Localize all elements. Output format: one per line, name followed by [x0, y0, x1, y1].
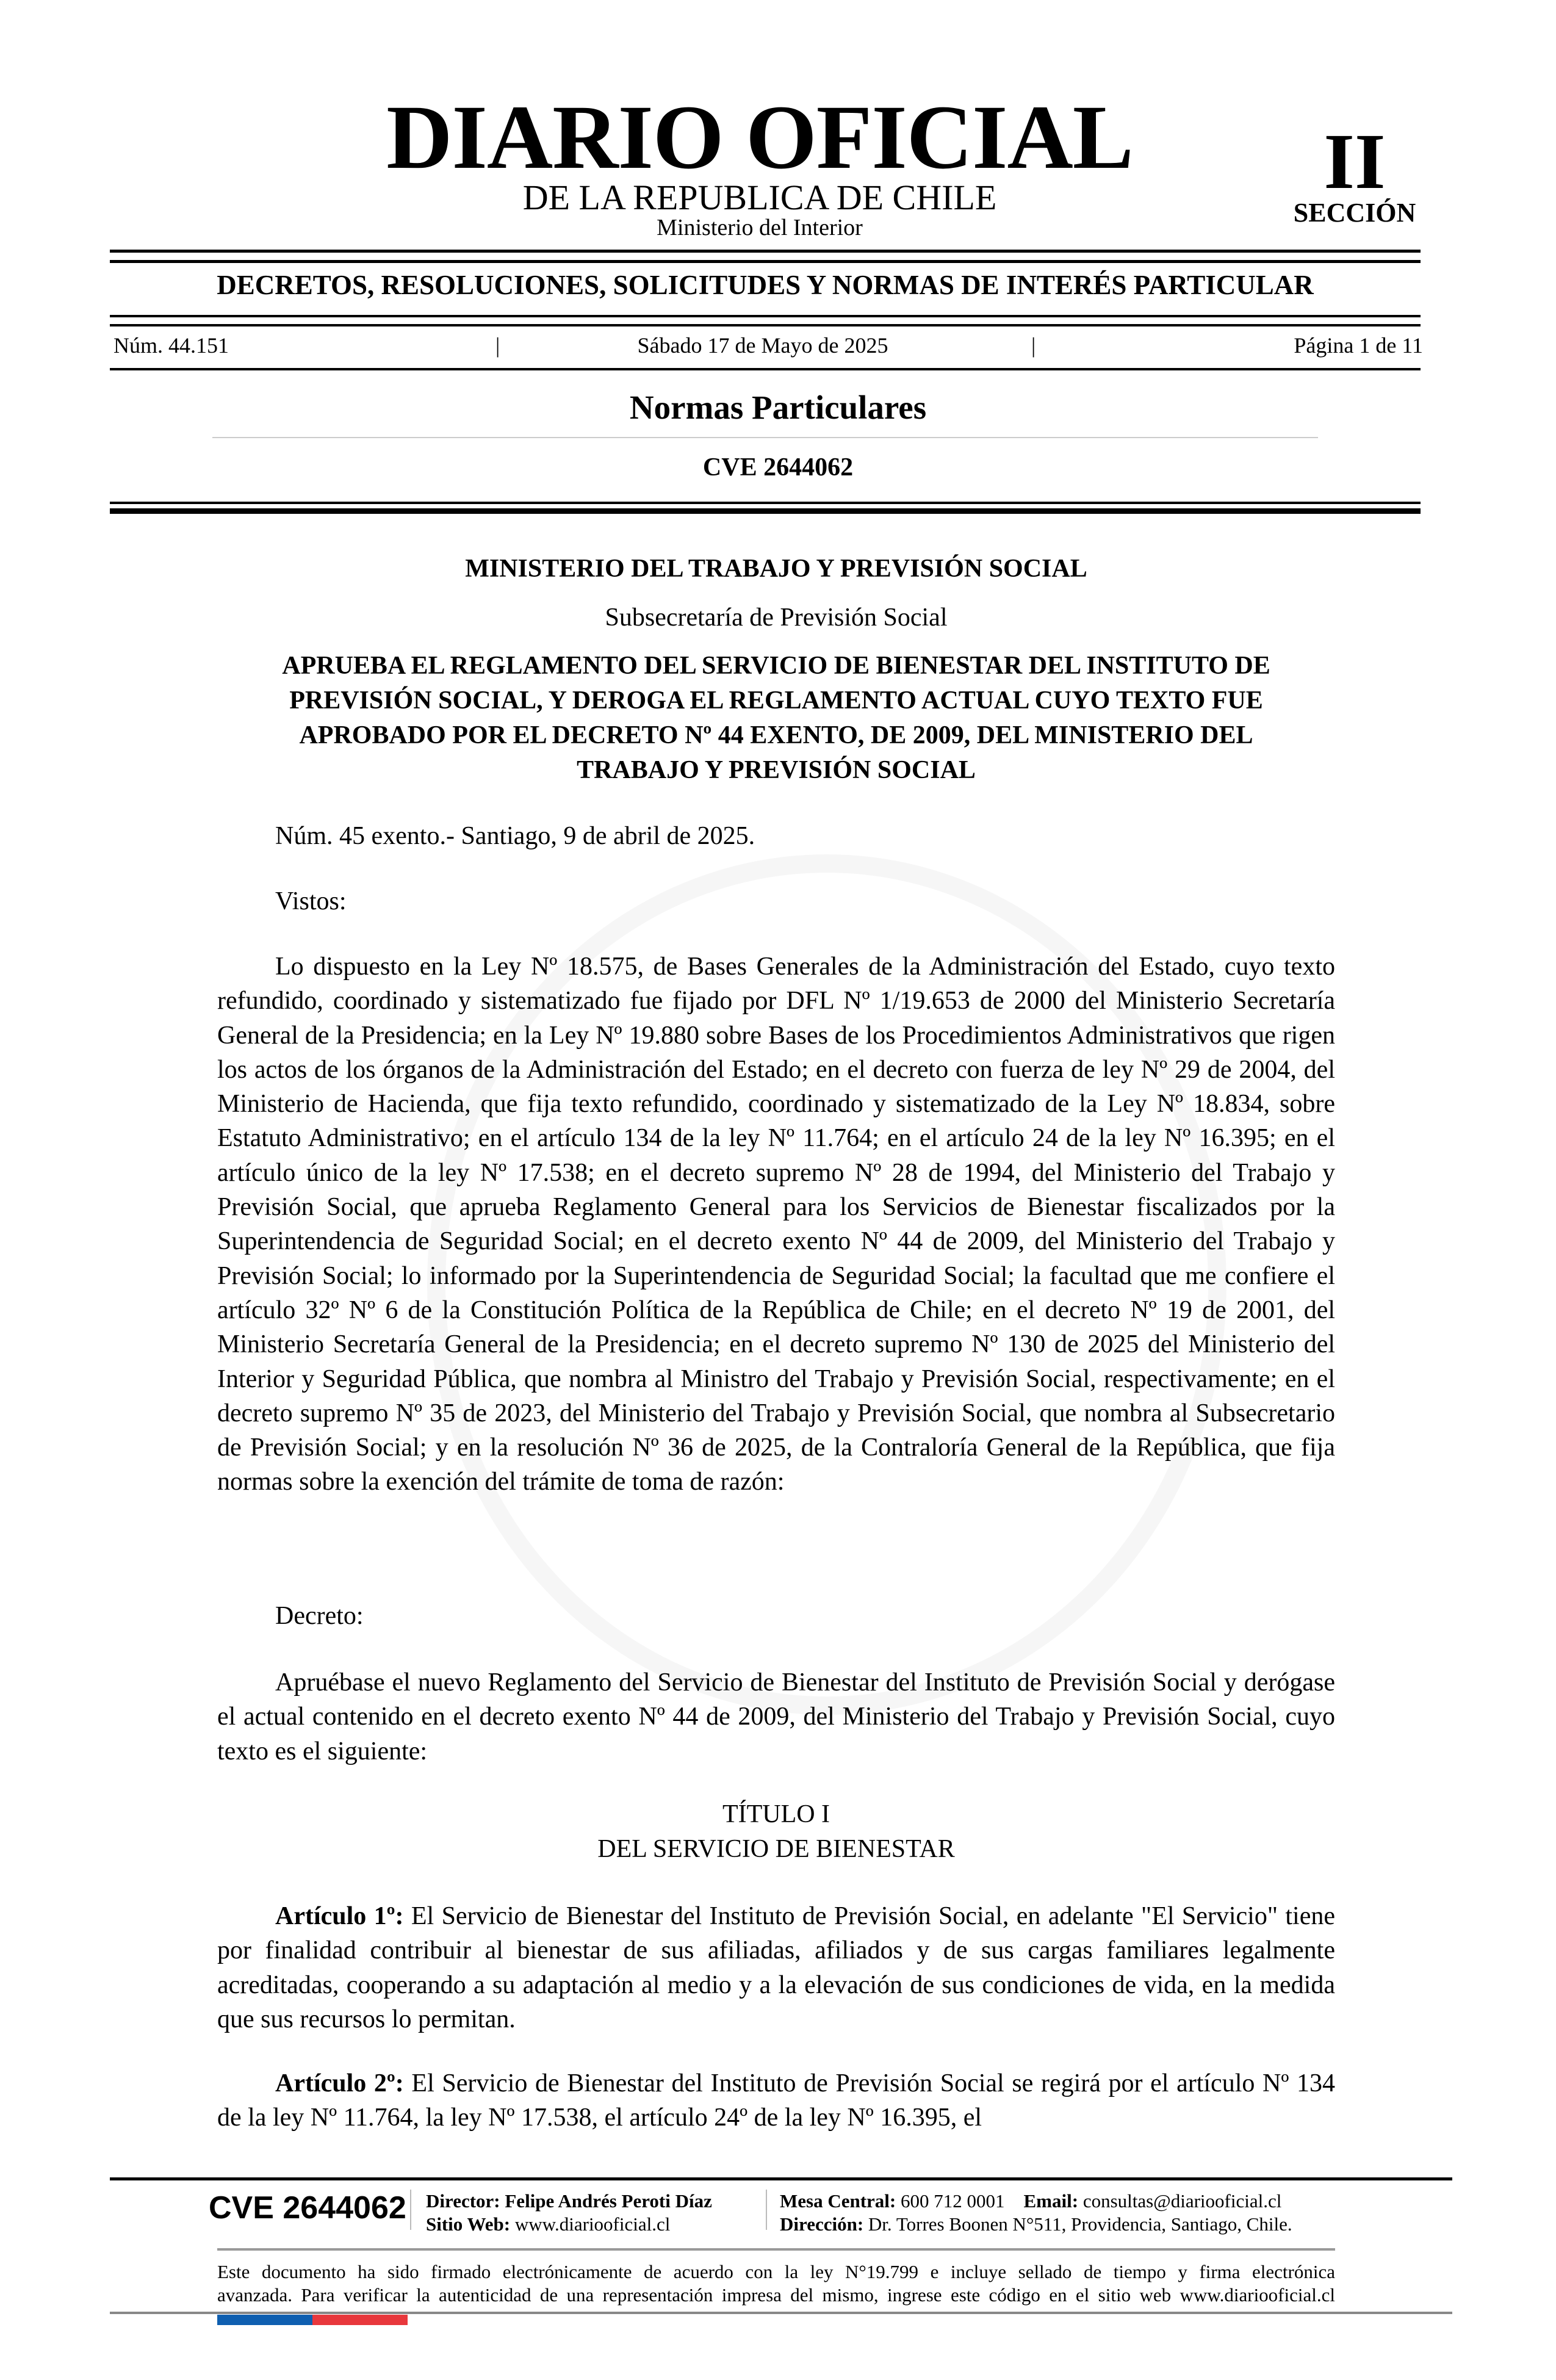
- article-1: [217, 1899, 1335, 2036]
- divider: [110, 502, 1421, 504]
- divider: [110, 315, 1421, 317]
- phone-number: 600 712 0001: [901, 2190, 1005, 2212]
- footer-contact: [780, 2190, 1281, 2213]
- footer-disclaimer-2: avanzada. Para verificar la autenticidad de una representación impresa del mismo, ingrese este código en el sitio web www.diariooficial.cl: [217, 2284, 1335, 2306]
- director-label: Director:: [426, 2190, 500, 2212]
- decree-number: Núm. 45 exento.- Santiago, 9 de abril de 2025.: [275, 822, 755, 850]
- article-text: El Servicio de Bienestar del Instituto de Previsión Social se regirá por el artículo Nº 134 de la ley Nº 11.764, la ley Nº 17.538, el artículo 24º de la ley Nº 16.395, el: [217, 2069, 1336, 2132]
- issue-date: Sábado 17 de Mayo de 2025: [637, 333, 888, 358]
- section-label: SECCIÓN: [1293, 198, 1416, 228]
- subsecretaria: Subsecretaría de Previsión Social: [605, 604, 948, 632]
- divider: [110, 368, 1421, 370]
- meta-separator: |: [1031, 333, 1036, 358]
- footer-separator: [410, 2190, 411, 2230]
- vistos-label: Vistos:: [275, 887, 347, 915]
- email-label: Email:: [1023, 2190, 1079, 2212]
- meta-separator: |: [495, 333, 500, 358]
- vistos-paragraph: Lo dispuesto en la Ley Nº 18.575, de Bases Generales de la Administración del Estado, cuyo texto refundido, coordinado y sistematizado fue fijado por DFL Nº 1/19.653 de 2000 del Ministerio Secretaría General de la Presidencia; en la Ley Nº 19.880 sobre Bases de los Procedimientos Administrativos que rigen los actos de los órganos de la Administración del Estado; en el decreto con fuerza de ley Nº 29 de 2004, del Ministerio de Hacienda, que fija texto refundido, coordinado y sistematizado de la Ley Nº 18.834, sobre Estatuto Administrativo; en el artículo 134 de la ley Nº 11.764; en el artículo 24 de la ley Nº 16.395; en el artículo único de la ley Nº 17.538; en el decreto supremo Nº 28 de 1994, del Ministerio del Trabajo y Previsión Social, que aprueba Reglamento General para los Servicios de Bienestar fiscalizados por la Superintendencia de Seguridad Social; en el decreto exento Nº 44 de 2009, del Ministerio del Trabajo y Previsión Social; lo informado por la Superintendencia de Seguridad Social; la facultad que me confiere el artículo 32º Nº 6 de la Constitución Política de la República de Chile; en el decreto Nº 19 de 2001, del Ministerio Secretaría General de la Presidencia; en el decreto supremo Nº 130 de 2025 del Ministerio del Interior y Seguridad Pública, que nombra al Ministro del Trabajo y Previsión Social, respectivamente; en el decreto supremo Nº 35 de 2023, del Ministerio del Trabajo y Previsión Social, que nombra al Subsecretario de Previsión Social; y en la resolución Nº 36 de 2025, de la Contraloría General de la República, que fija normas sobre la exención del trámite de toma de razón:: [217, 953, 1335, 1496]
- footer-cve: CVE 2644062: [209, 2190, 406, 2226]
- divider: [212, 437, 1318, 438]
- article-label: Artículo 2º:: [275, 2069, 404, 2097]
- footer-address: [780, 2213, 1292, 2236]
- divider: [110, 324, 1421, 326]
- email-link[interactable]: consultas@diariooficial.cl: [1082, 2190, 1282, 2212]
- masthead-ministry: Ministerio del Interior: [657, 215, 863, 240]
- page-heading: Normas Particulares: [629, 389, 927, 426]
- flag-bar-blue: [217, 2315, 312, 2325]
- section-number: II: [1324, 118, 1386, 206]
- divider: [110, 260, 1421, 263]
- decreto-label: Decreto:: [275, 1602, 364, 1630]
- footer-web: [426, 2213, 670, 2236]
- footer-separator: [766, 2190, 767, 2230]
- web-link[interactable]: www.diariooficial.cl: [514, 2213, 671, 2235]
- address: Dr. Torres Boonen N°511, Providencia, Santiago, Chile.: [868, 2213, 1292, 2235]
- titulo-name: DEL SERVICIO DE BIENESTAR: [597, 1835, 955, 1863]
- article-text: El Servicio de Bienestar del Instituto de Previsión Social, en adelante "El Servicio" tiene por finalidad contribuir al bienestar de sus afiliadas, afiliados y de sus cargas familiares legalmente acreditadas, cooperando a su adaptación al medio y a la elevación de sus condiciones de vida, en la medida que sus recursos lo permitan.: [217, 1902, 1335, 2033]
- ministry-heading: MINISTERIO DEL TRABAJO Y PREVISIÓN SOCIAL: [465, 555, 1087, 583]
- masthead-subtitle: DE LA REPUBLICA DE CHILE: [522, 178, 997, 217]
- title-line: PREVISIÓN SOCIAL, Y DEROGA EL REGLAMENTO ACTUAL CUYO TEXTO FUE: [289, 687, 1263, 715]
- footer-director: [426, 2190, 712, 2213]
- web-label: Sitio Web:: [426, 2213, 511, 2235]
- footer-divider: [110, 2312, 1452, 2314]
- flag-bar-red: [312, 2315, 408, 2325]
- phone-label: Mesa Central:: [780, 2190, 896, 2212]
- title-line: TRABAJO Y PREVISIÓN SOCIAL: [577, 756, 976, 784]
- cve-code: CVE 2644062: [702, 453, 854, 481]
- divider: [110, 250, 1421, 253]
- issue-number: Núm. 44.151: [113, 333, 229, 358]
- document-title: [217, 649, 1335, 788]
- divider: [110, 508, 1421, 514]
- article-2: [217, 2066, 1335, 2135]
- decreto-paragraph: Apruébase el nuevo Reglamento del Servicio de Bienestar del Instituto de Previsión Social y derógase el actual contenido en el decreto exento Nº 44 de 2009, del Ministerio del Trabajo y Previsión Social, cuyo texto es el siguiente:: [217, 1668, 1335, 1765]
- titulo-number: TÍTULO I: [722, 1800, 830, 1828]
- footer-divider: [217, 2248, 1335, 2251]
- title-line: APROBADO POR EL DECRETO Nº 44 EXENTO, DE 2009, DEL MINISTERIO DEL: [299, 721, 1253, 749]
- article-label: Artículo 1º:: [275, 1902, 404, 1930]
- director-name: Felipe Andrés Peroti Díaz: [505, 2190, 712, 2212]
- page-indicator: Página 1 de 11: [1294, 333, 1423, 358]
- section-banner: DECRETOS, RESOLUCIONES, SOLICITUDES Y NORMAS DE INTERÉS PARTICULAR: [217, 270, 1314, 300]
- footer-disclaimer-1: Este documento ha sido firmado electrónicamente de acuerdo con la ley N°19.799 e incluye sellado de tiempo y firma electrónica: [217, 2261, 1335, 2282]
- footer-divider: [110, 2177, 1452, 2180]
- address-label: Dirección:: [780, 2213, 864, 2235]
- title-line: APRUEBA EL REGLAMENTO DEL SERVICIO DE BIENESTAR DEL INSTITUTO DE: [282, 652, 1270, 680]
- masthead-title: DIARIO OFICIAL: [386, 87, 1133, 188]
